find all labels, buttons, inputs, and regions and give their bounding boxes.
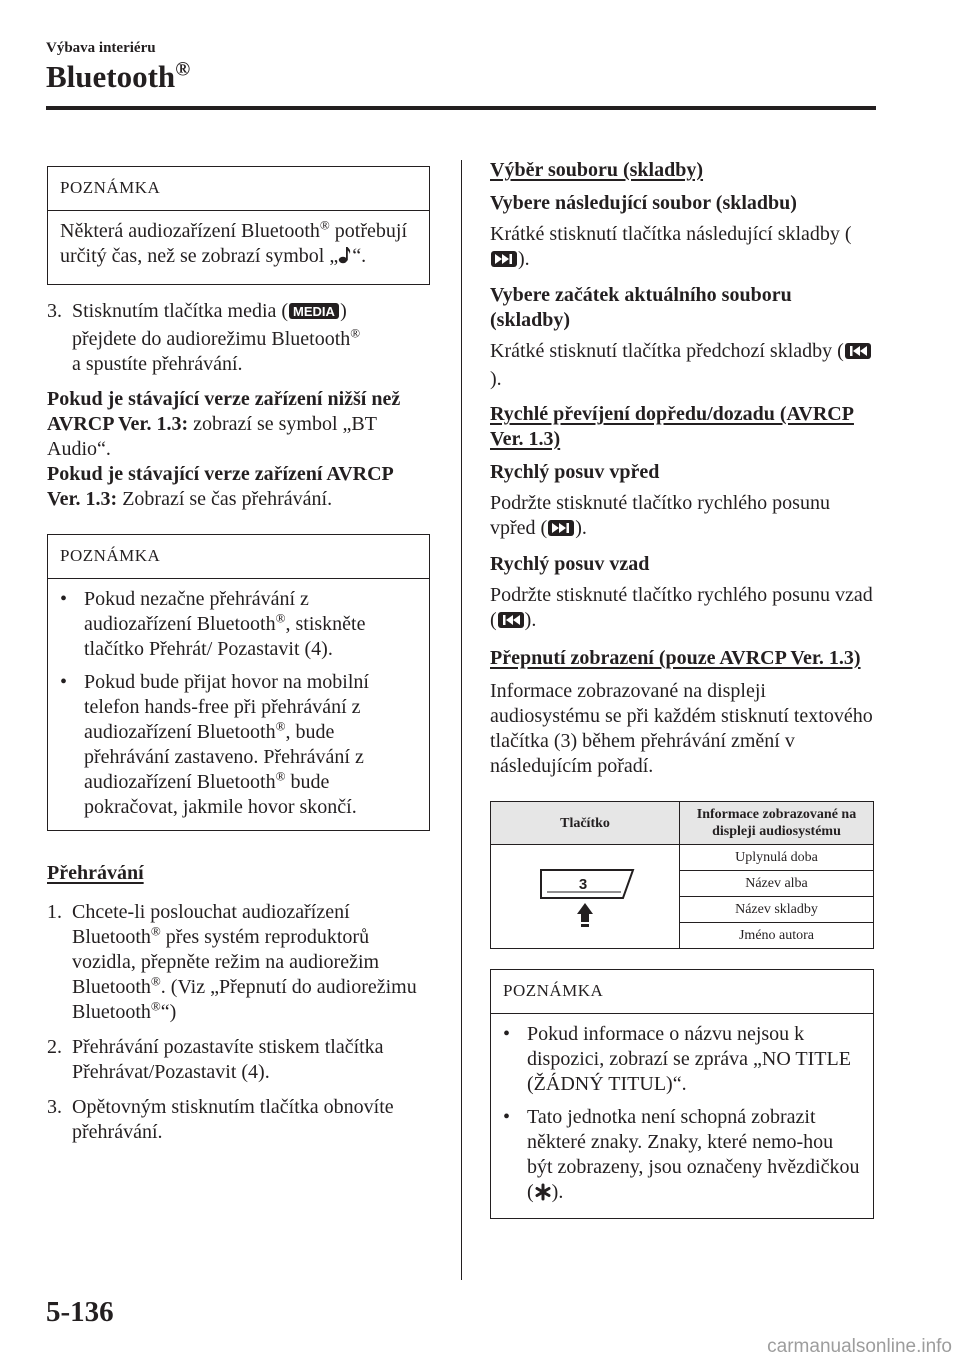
note-bullet: • Pokud informace o názvu nejsou k dispozici, zobrazí se zpráva „NO TITLE (ŽÁDNÝ TITUL)“.	[503, 1023, 851, 1095]
table-header-info: Informace zobrazované na displeji audiosystému	[680, 802, 874, 845]
media-button-icon	[288, 302, 340, 327]
playback-step-3: 3. Opětovným stisknutím tlačítka obnovíte přehrávání.	[47, 1096, 394, 1143]
note-bullet: • Tato jednotka není schopná zobrazit některé znaky. Znaky, které nemo-hou být zobrazeny, jsou označeny hvězdičkou ( ).	[503, 1105, 861, 1208]
file-select-heading: Výběr souboru (skladby)	[490, 159, 704, 181]
playback-step-2: 2. Přehrávání pozastavíte stiskem tlačítka Přehrávat/Pozastavit (4).	[47, 1036, 384, 1083]
right-column	[490, 158, 874, 1219]
note-label: POZNÁMKA	[48, 535, 429, 579]
display-item: Název alba	[680, 871, 874, 897]
fast-forward-heading: Rychlý posuv vpřed	[490, 461, 660, 483]
text-button-illustration	[491, 845, 680, 949]
note-bullet: • Pokud bude přijat hovor na mobilní telefon hands-free při přehrávání z audiozařízení Bluetooth®, bude přehrávání zastaveno. Přehrávání z audiozařízení Bluetooth® bude pokračovat, jakmile hovor skončí.	[60, 671, 369, 818]
title-rule	[46, 106, 876, 110]
table-header-button: Tlačítko	[491, 802, 680, 845]
note-text: Některá audiozařízení Bluetooth® potřebují určitý čas, než se zobrazí symbol „ “.	[48, 211, 429, 284]
section-label: Výbava interiéru	[46, 40, 156, 56]
playback-step-1: 1. Chcete-li poslouchat audiozařízení Bluetooth® přes systém reproduktorů vozidla, přepněte režim na audiorežim Bluetooth®. (Viz „Přepnutí do audiorežimu Bluetooth®“)	[47, 901, 417, 1023]
page-number: 5-136	[46, 1296, 114, 1328]
note-label: POZNÁMKA	[491, 970, 873, 1014]
fast-forward-icon	[547, 519, 575, 544]
ff-rew-heading: Rychlé převíjení dopředu/dozadu (AVRCP Ver. 1.3)	[490, 403, 854, 450]
music-note-icon	[338, 245, 352, 272]
playback-heading: Přehrávání	[47, 862, 144, 884]
svg-text:MEDIA: MEDIA	[293, 304, 336, 319]
note-bullet: • Pokud nezačne přehrávání z audiozařízení Bluetooth®, stiskněte tlačítko Přehrát/ Pozastavit (4).	[60, 588, 366, 660]
rewind-text: Podržte stisknuté tlačítko rychlého posunu vzad ( ).	[490, 583, 874, 636]
display-switch-heading: Přepnutí zobrazení (pouze AVRCP Ver. 1.3)	[490, 647, 861, 669]
left-column	[47, 166, 430, 1155]
watermark: carmanualsonline.info	[767, 1336, 952, 1357]
avrcp-low: Pokud je stávající verze zařízení nižší než AVRCP Ver. 1.3: zobrazí se symbol „BT Audio“.	[47, 388, 401, 460]
display-switch-text: Informace zobrazované na displeji audiosystému se při každém stisknutí textového tlačítka (3) během přehrávání změní v následujícím pořadí.	[490, 680, 873, 777]
column-divider	[461, 160, 462, 1280]
display-item: Uplynulá doba	[680, 845, 874, 871]
display-item: Jméno autora	[680, 923, 874, 949]
prev-file-text: Krátké stisknutí tlačítka předchozí skladby ().	[490, 339, 874, 392]
rewind-heading: Rychlý posuv vzad	[490, 553, 650, 575]
step-3: 3. Stisknutím tlačítka media ( MEDIA ) přejdete do audiorežimu Bluetooth® a spustíte přehrávání.	[47, 300, 361, 375]
chapter-title: Bluetooth®	[46, 58, 191, 94]
display-item: Název skladby	[680, 897, 874, 923]
note-box-1	[47, 166, 430, 285]
avrcp-high: Pokud je stávající verze zařízení AVRCP Ver. 1.3: Zobrazí se čas přehrávání.	[47, 463, 393, 510]
note-box-3	[490, 969, 874, 1219]
table-row	[491, 845, 874, 871]
rewind-icon	[497, 611, 525, 636]
previous-track-icon	[844, 342, 872, 367]
next-file-heading: Vybere následující soubor (skladbu)	[490, 192, 797, 214]
registered-mark: ®	[175, 58, 191, 81]
prev-file-heading: Vybere začátek aktuálního souboru (skladby)	[490, 284, 792, 331]
note-label: POZNÁMKA	[48, 167, 429, 211]
next-track-icon	[490, 250, 518, 275]
fast-forward-text: Podržte stisknuté tlačítko rychlého posunu vpřed ( ).	[490, 491, 874, 544]
note-text	[48, 579, 429, 830]
text-button-3-icon	[525, 856, 645, 932]
note-text	[491, 1014, 873, 1218]
note-box-2	[47, 534, 430, 831]
button-number: 3	[578, 876, 588, 893]
display-order-table	[490, 801, 874, 949]
asterisk-icon	[534, 1183, 552, 1208]
next-file-text: Krátké stisknutí tlačítka následující skladby ().	[490, 222, 874, 275]
